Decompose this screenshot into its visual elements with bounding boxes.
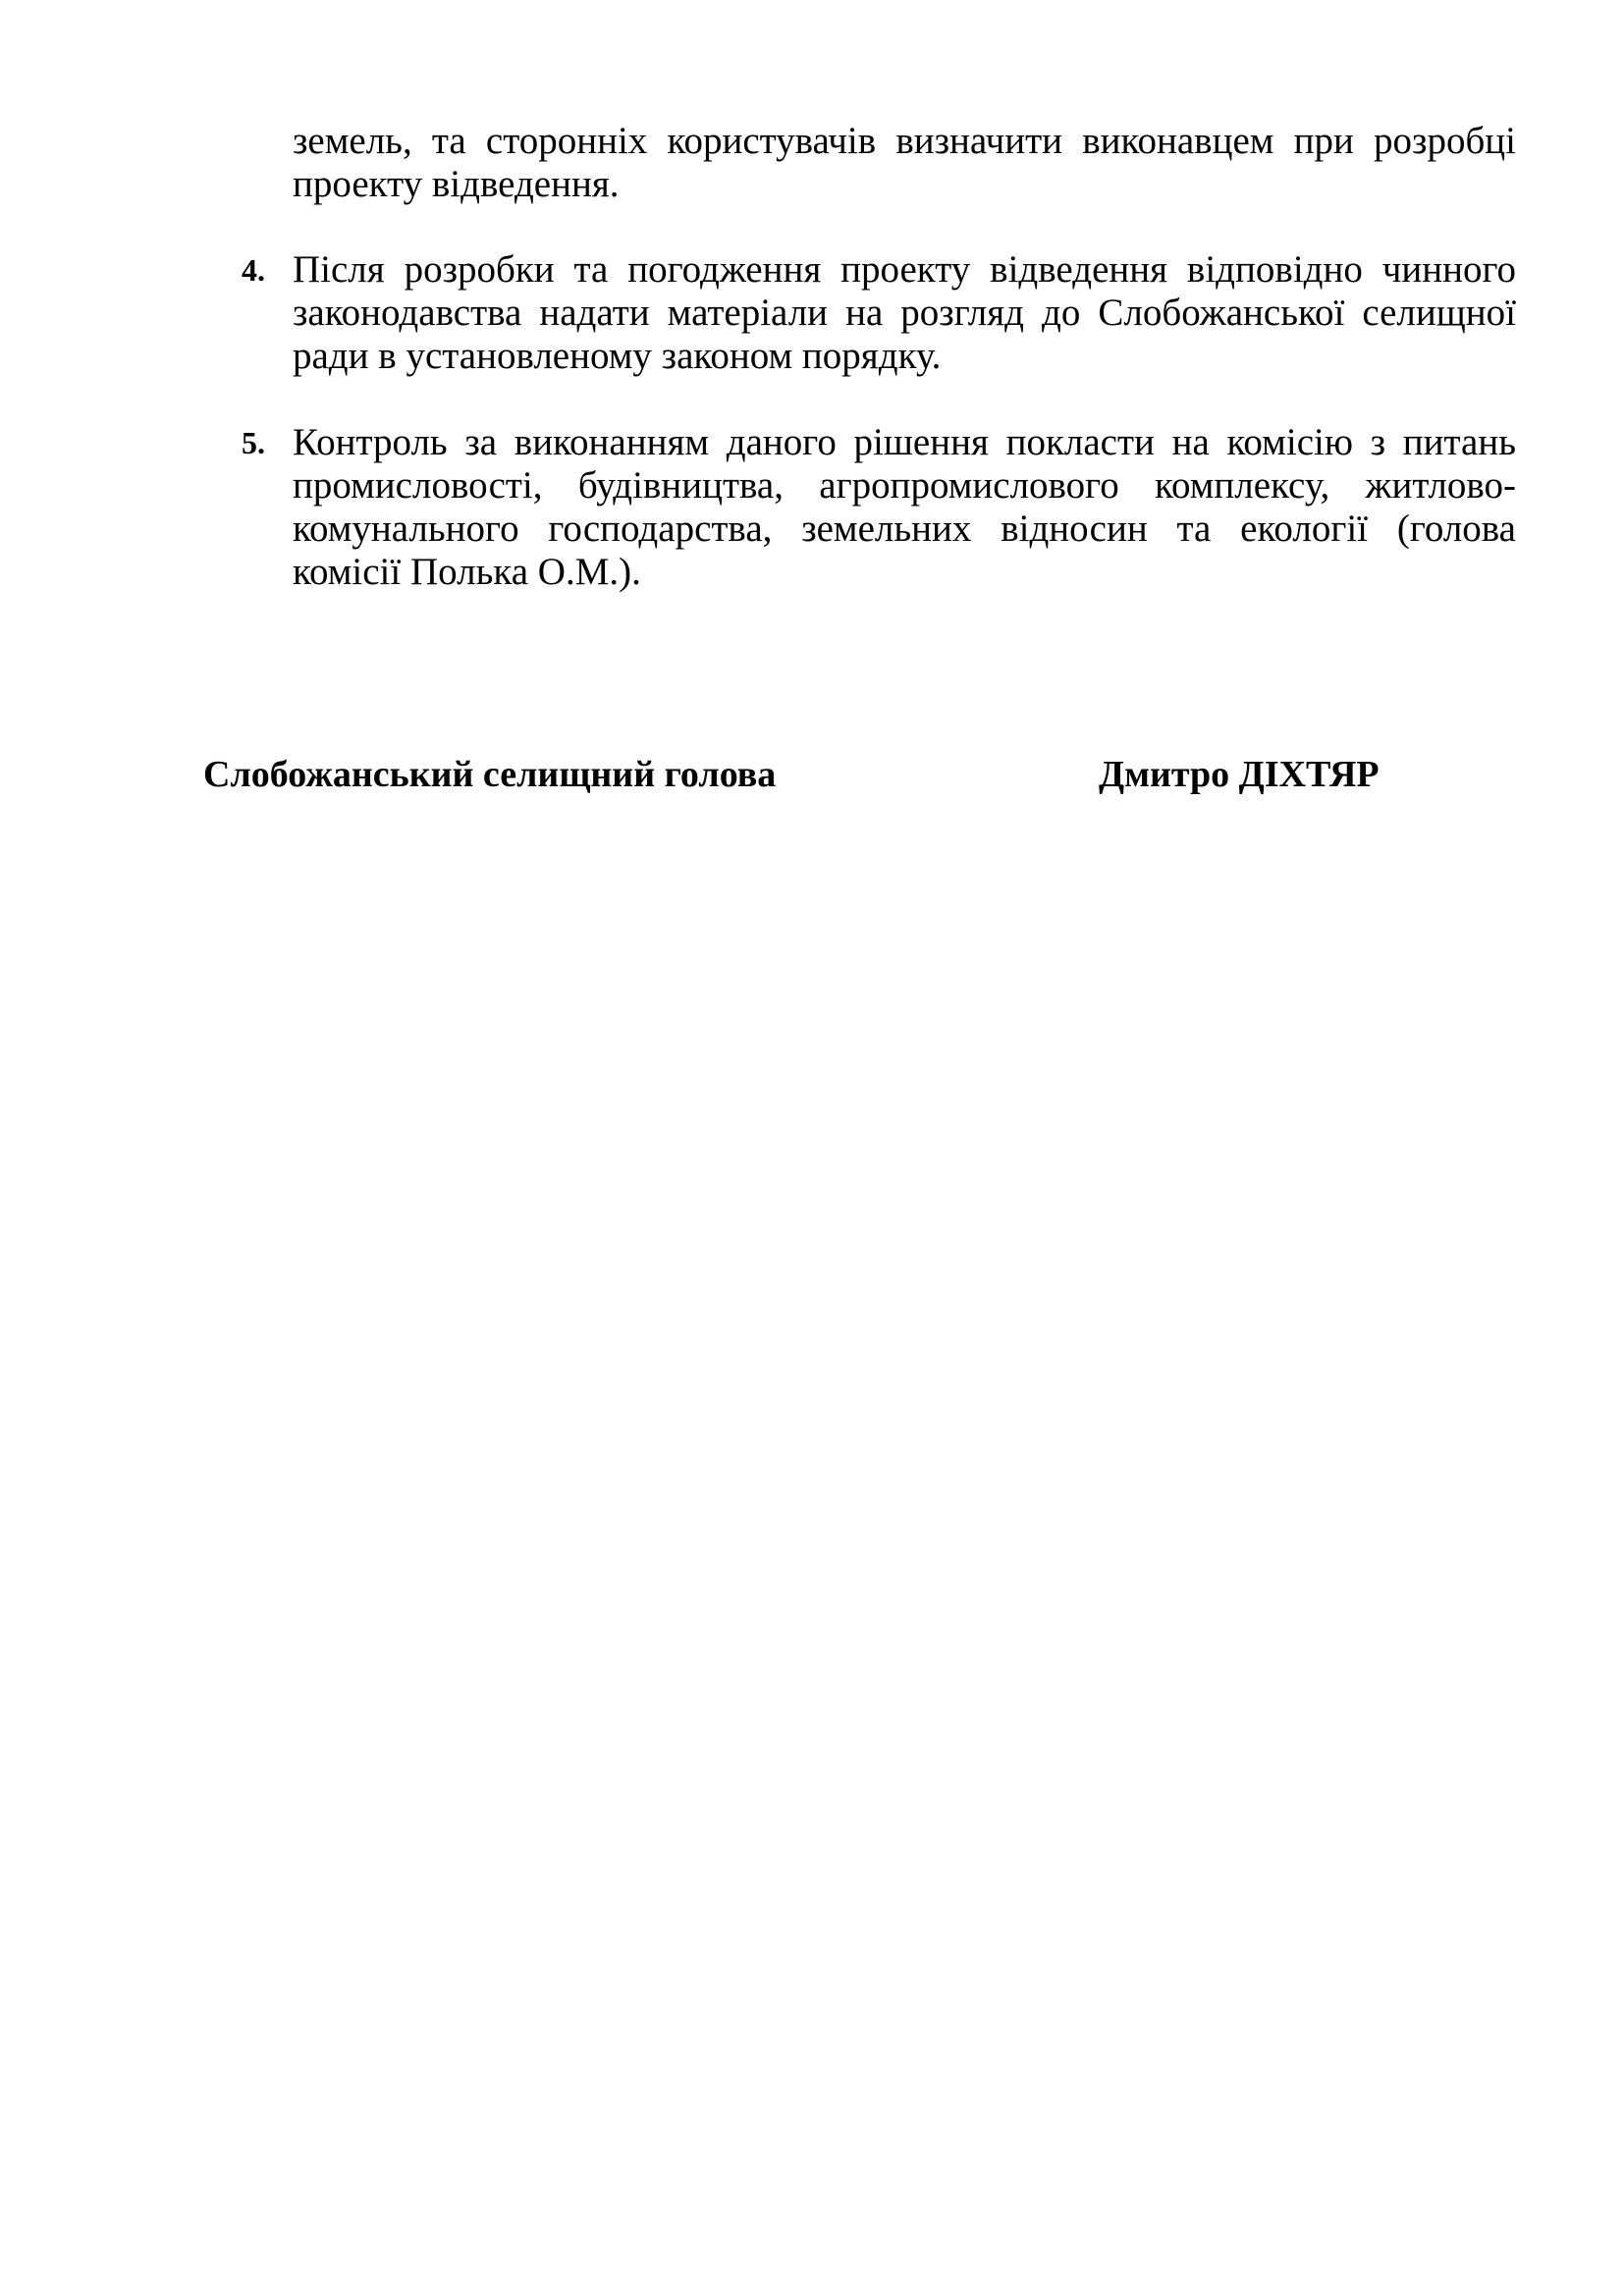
paragraph-continuation xyxy=(293,120,1516,206)
paragraph-line: проекту відведення. xyxy=(293,163,620,205)
paragraph-line: комунального господарства, земельних відносин та екології (голова xyxy=(293,507,1516,550)
paragraph-line: законодавства надати матеріали на розгляд до Слобожанської селищної xyxy=(293,292,1516,334)
paragraph-item-5 xyxy=(293,421,1516,594)
signature-title: Слобожанський селищний голова xyxy=(203,754,777,795)
signature-name: Дмитро ДІХТЯР xyxy=(1099,754,1380,795)
paragraph-line: комісії Полька О.М.). xyxy=(293,551,641,593)
paragraph-line: Контроль за виконанням даного рішення покласти на комісію з питань xyxy=(293,421,1516,463)
item-number: 5. xyxy=(242,425,265,460)
paragraph-line: земель, та сторонніх користувачів визначити виконавцем при розробці xyxy=(293,120,1516,162)
item-number: 4. xyxy=(242,252,265,288)
paragraph-item-4 xyxy=(293,248,1516,378)
paragraph-line: промисловості, будівництва, агропромислового комплексу, житлово- xyxy=(293,464,1516,507)
paragraph-line: ради в установленому законом порядку. xyxy=(293,335,942,377)
paragraph-line: Після розробки та погодження проекту відведення відповідно чинного xyxy=(293,248,1516,291)
